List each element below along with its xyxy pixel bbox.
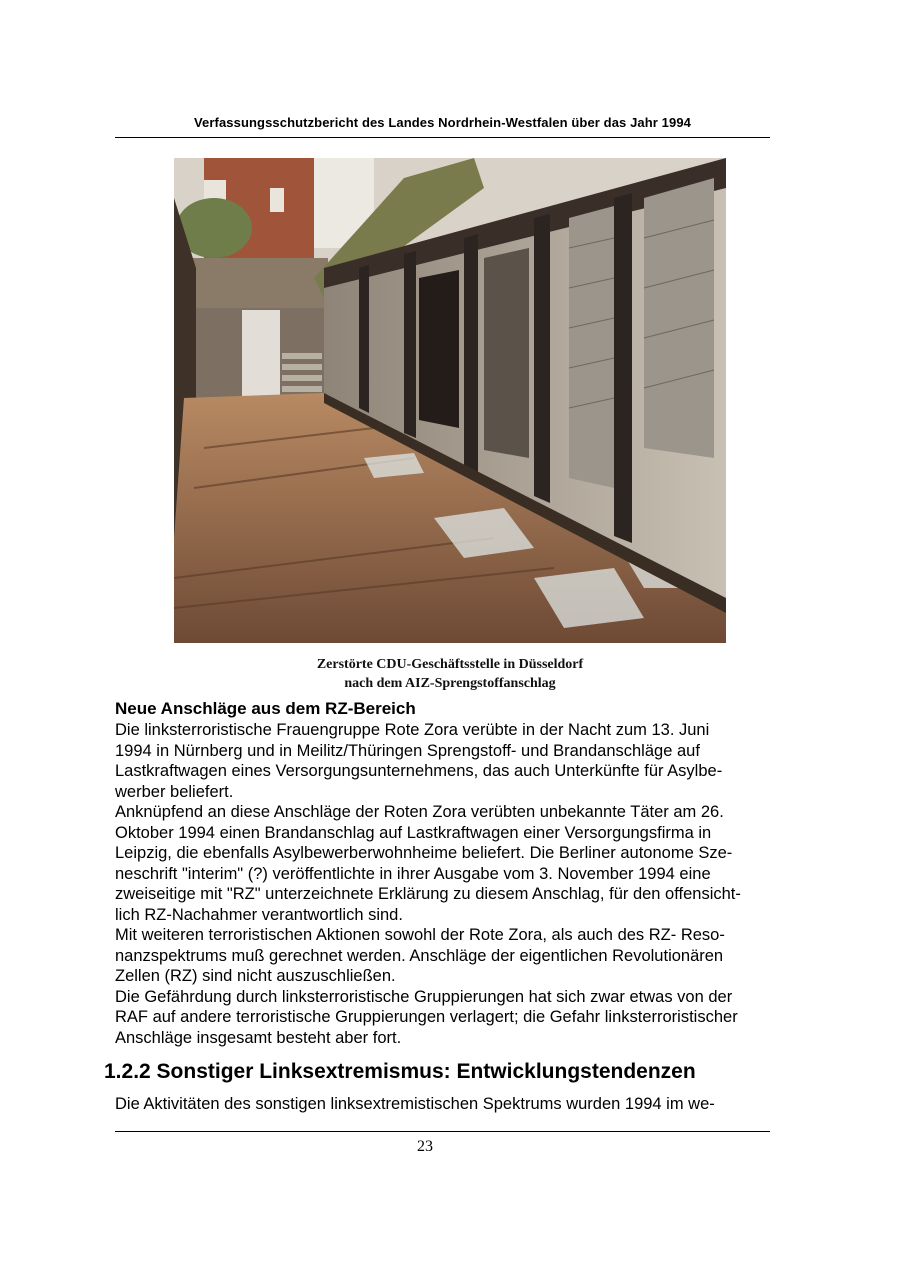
text-line: 1994 in Nürnberg und in Meilitz/Thüringen Sprengstoff- und Brandanschläge auf — [115, 741, 700, 760]
header-rule — [115, 137, 770, 138]
text-line: lich RZ-Nachahmer verantwortlich sind. — [115, 905, 403, 924]
text-line: neschrift "interim" (?) veröffentlichte in ihrer Ausgabe vom 3. November 1994 eine — [115, 864, 711, 883]
running-header: Verfassungsschutzbericht des Landes Nordrhein-Westfalen über das Jahr 1994 — [194, 115, 691, 130]
section-body — [115, 720, 795, 1048]
text-line: werber beliefert. — [115, 782, 234, 801]
subsection-first-line: Die Aktivitäten des sonstigen linksextremistischen Spektrums wurden 1994 im we- — [115, 1095, 715, 1113]
text-line: Zellen (RZ) sind nicht auszuschließen. — [115, 967, 396, 985]
page-number: 23 — [417, 1138, 433, 1155]
text-line: Die Gefährdung durch linksterroristische Gruppierungen hat sich zwar etwas von der — [115, 987, 733, 1006]
text-line: Oktober 1994 einen Brandanschlag auf Lastkraftwagen einer Versorgungsfirma in — [115, 823, 712, 842]
footer-rule — [115, 1131, 770, 1132]
figure-caption — [174, 655, 726, 693]
text-line: Leipzig, die ebenfalls Asylbewerberwohnheime beliefert. Die Berliner autonome Sze- — [115, 844, 733, 862]
text-line: zweiseitige mit "RZ" unterzeichnete Erklärung zu diesem Anschlag, für den offensicht- — [115, 885, 741, 903]
text-line: Anschläge insgesamt besteht aber fort. — [115, 1028, 402, 1047]
text-line: Die linksterroristische Frauengruppe Rote Zora verübte in der Nacht zum 13. Juni — [115, 721, 710, 739]
text-line: Mit weiteren terroristischen Aktionen sowohl der Rote Zora, als auch des RZ- Reso- — [115, 926, 725, 944]
section-heading: Neue Anschläge aus dem RZ-Bereich — [115, 699, 416, 718]
text-line: nanzspektrums muß gerechnet werden. Anschläge der eigentlichen Revolutionären — [115, 946, 724, 965]
text-line: Lastkraftwagen eines Versorgungsunternehmens, das auch Unterkünfte für Asylbe- — [115, 762, 723, 780]
text-line: Anknüpfend an diese Anschläge der Roten Zora verübten unbekannte Täter am 26. — [115, 803, 724, 821]
photo-destroyed-office — [174, 158, 726, 643]
subsection-heading: 1.2.2 Sonstiger Linksextremismus: Entwicklungstendenzen — [104, 1060, 696, 1083]
caption-line: nach dem AIZ-Sprengstoffanschlag — [344, 676, 556, 691]
text-line: RAF auf andere terroristische Gruppierungen verlagert; die Gefahr linksterroristischer — [115, 1008, 738, 1026]
caption-line: Zerstörte CDU-Geschäftsstelle in Düsseldorf — [316, 657, 584, 672]
